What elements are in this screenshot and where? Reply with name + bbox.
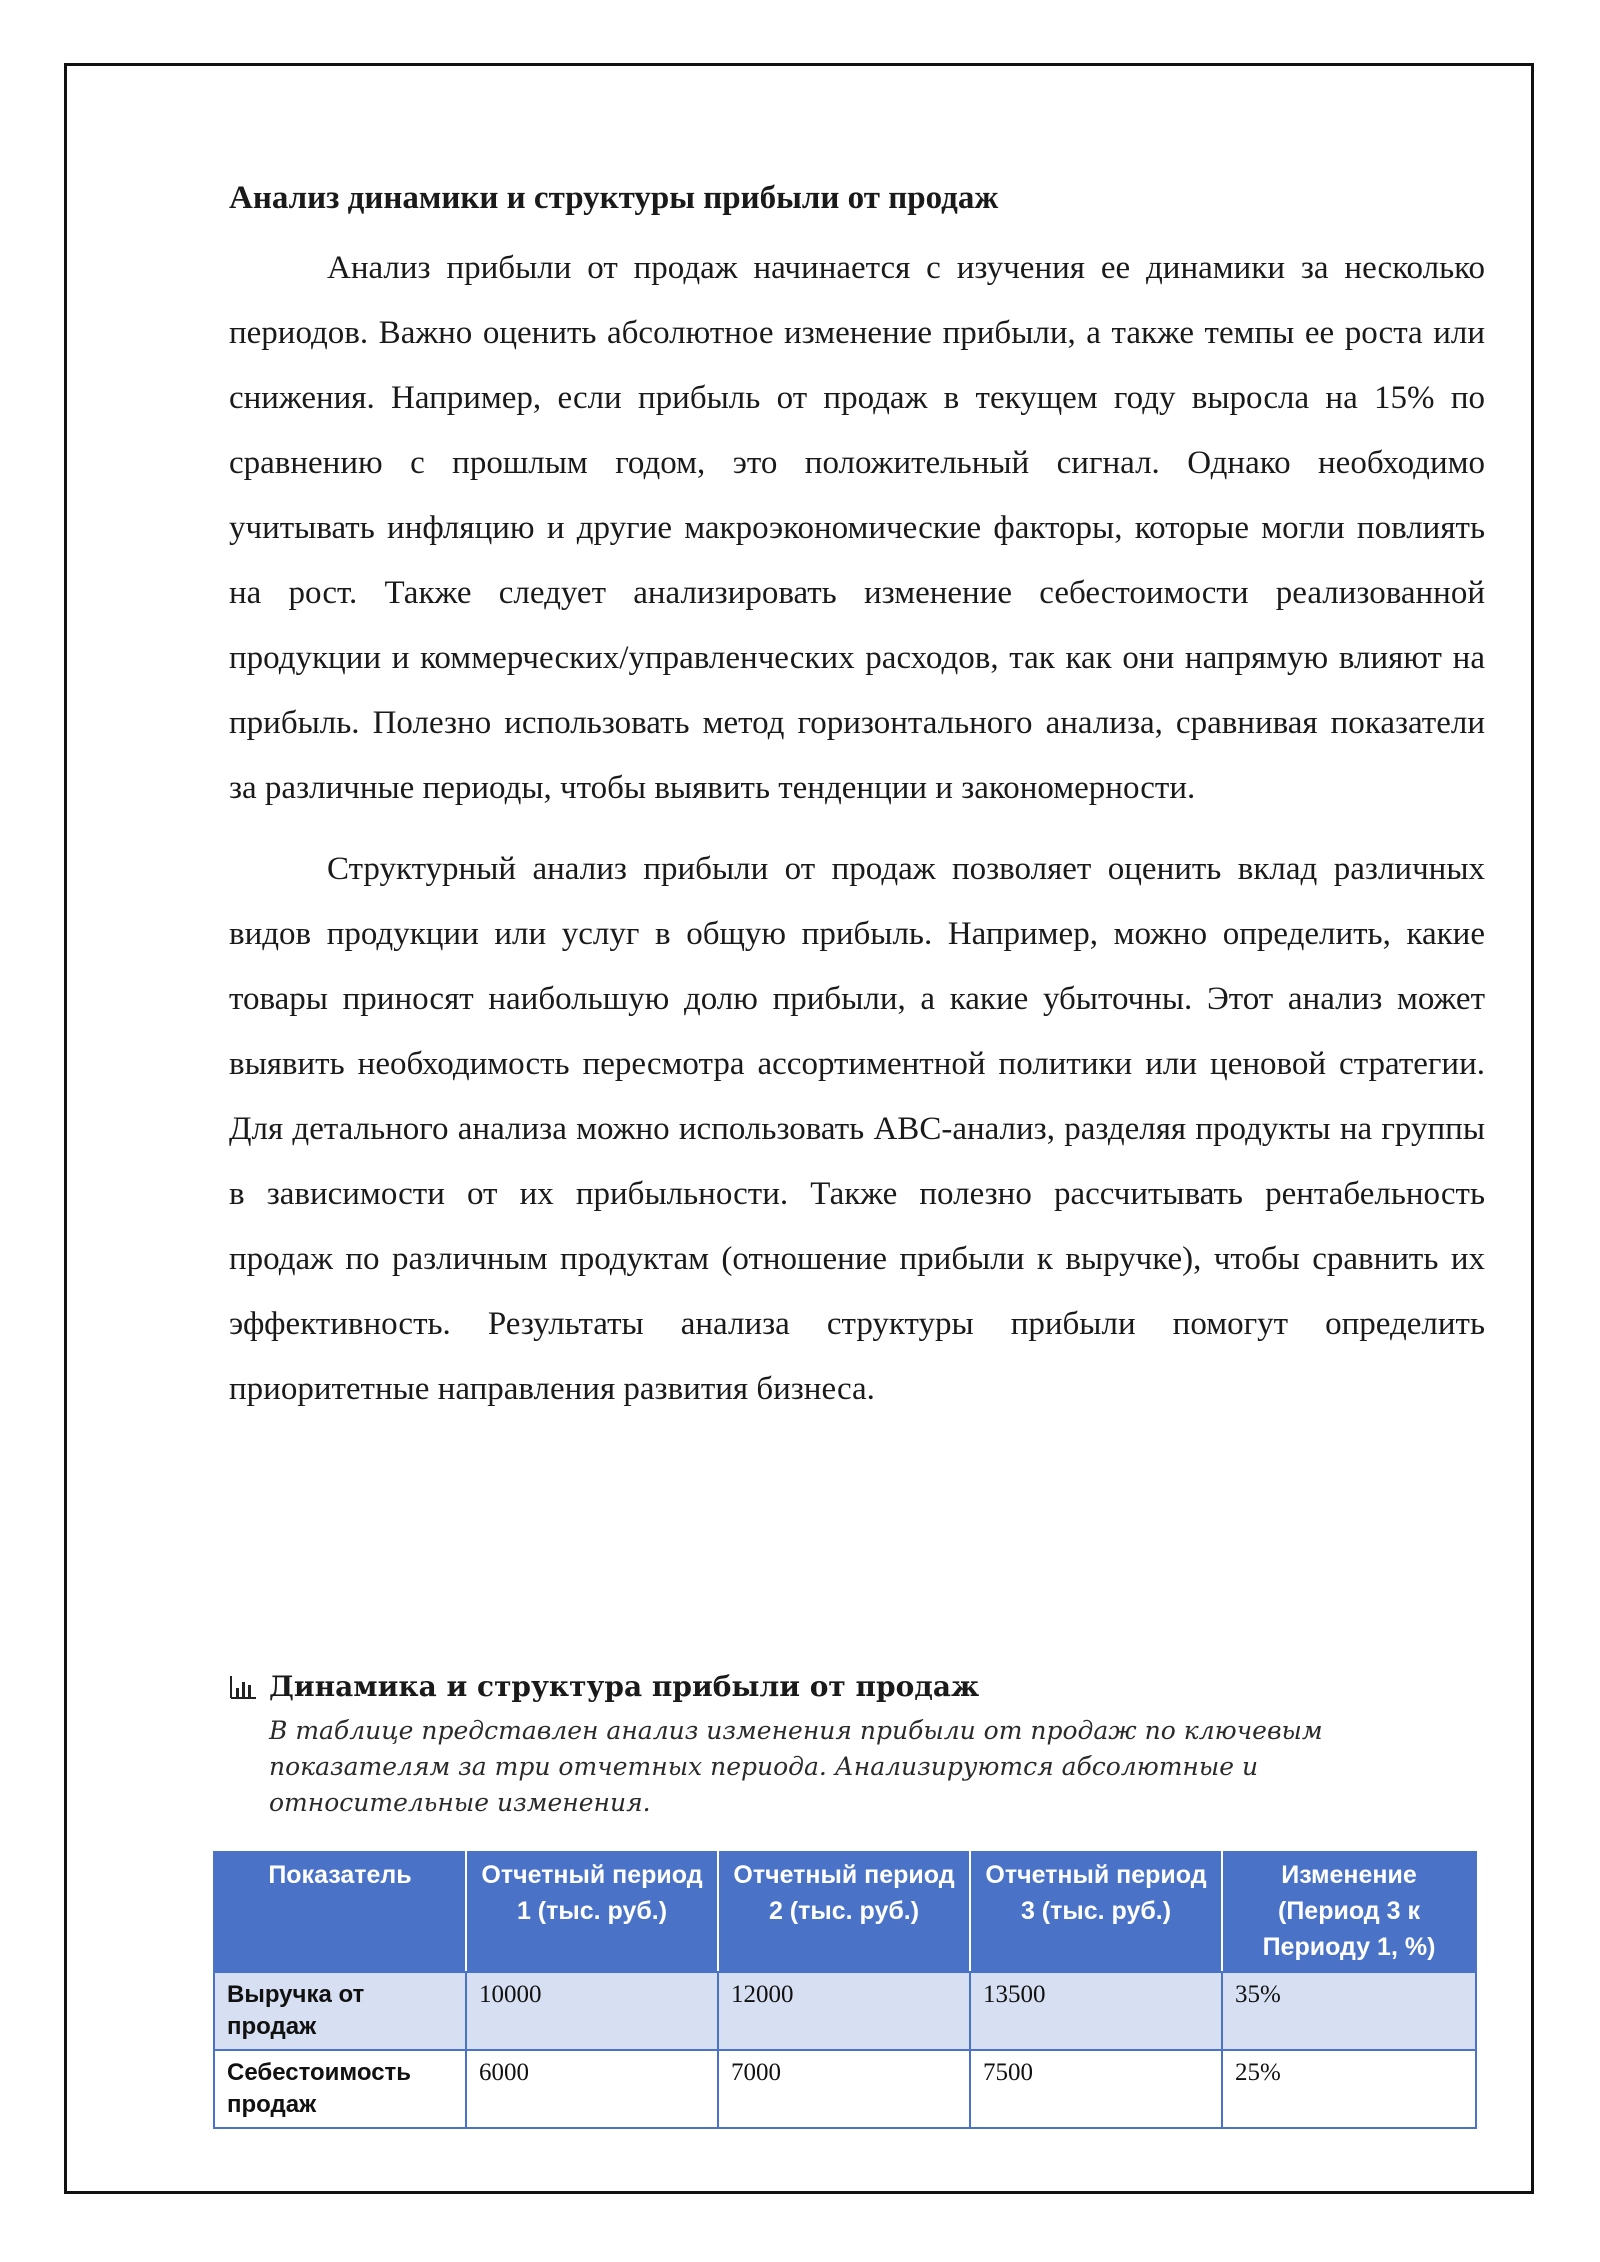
table-row bbox=[214, 1972, 1476, 2050]
table-cell: 25% bbox=[1222, 2050, 1476, 2128]
column-header: Изменение (Период 3 к Периоду 1, %) bbox=[1222, 1852, 1476, 1972]
table-cell: 13500 bbox=[970, 1972, 1222, 2050]
table-cell: 12000 bbox=[718, 1972, 970, 2050]
table-cell: 35% bbox=[1222, 1972, 1476, 2050]
table-title: Динамика и структура прибыли от продаж bbox=[269, 1670, 980, 1703]
paragraph: Структурный анализ прибыли от продаж позволяет оценить вклад различных видов продукции или услуг в общую прибыль. Например, можно определить, какие товары приносят наибольшую долю прибыли, а какие убыточны. Этот анализ может выявить необходимость пересмотра ассортиментной политики или ценовой стратегии. Для детального анализа можно использовать ABC-анализ, разделяя продукты на группы в зависимости от их прибыльности. Также полезно рассчитывать рентабельность продаж по различным продуктам (отношение прибыли к выручке), чтобы сравнить их эффективность. Результаты анализа структуры прибыли помогут определить приоритетные направления развития бизнеса. bbox=[229, 851, 1485, 1407]
row-label: Выручка от продаж bbox=[214, 1972, 466, 2050]
table-cell: 7000 bbox=[718, 2050, 970, 2128]
column-header: Отчетный период 1 (тыс. руб.) bbox=[466, 1852, 718, 1972]
table-cell: 10000 bbox=[466, 1972, 718, 2050]
table-row bbox=[214, 2050, 1476, 2128]
paragraph: Анализ прибыли от продаж начинается с изучения ее динамики за несколько периодов. Важно оценить абсолютное изменение прибыли, а также темпы ее роста или снижения. Например, если прибыль от продаж в текущем году выросла на 15% по сравнению с прошлым годом, это положительный сигнал. Однако необходимо учитывать инфляцию и другие макроэкономические факторы, которые могли повлиять на рост. Также следует анализировать изменение себестоимости реализованной продукции и коммерческих/управленческих расходов, так как они напрямую влияют на прибыль. Полезно использовать метод горизонтального анализа, сравнивая показатели за различные периоды, чтобы выявить тенденции и закономерности. bbox=[229, 250, 1485, 806]
table-cell: 7500 bbox=[970, 2050, 1222, 2128]
table-cell: 6000 bbox=[466, 2050, 718, 2128]
column-header: Отчетный период 2 (тыс. руб.) bbox=[718, 1852, 970, 1972]
table-description: В таблице представлен анализ изменения прибыли от продаж по ключевым показателям за три отчетных периода. Анализируются абсолютные и относительные изменения. bbox=[269, 1716, 1323, 1817]
row-label: Себестоимость продаж bbox=[214, 2050, 466, 2128]
table-caption bbox=[229, 1665, 1479, 1821]
column-header: Показатель bbox=[214, 1852, 466, 1972]
profit-table bbox=[213, 1851, 1477, 2129]
column-header: Отчетный период 3 (тыс. руб.) bbox=[970, 1852, 1222, 1972]
table-header-row bbox=[214, 1852, 1476, 1972]
section-heading: Анализ динамики и структуры прибыли от продаж bbox=[229, 180, 999, 216]
bar-chart-icon bbox=[229, 1674, 257, 1700]
document-body bbox=[229, 170, 1485, 1438]
table-title-row bbox=[229, 1665, 1479, 1709]
